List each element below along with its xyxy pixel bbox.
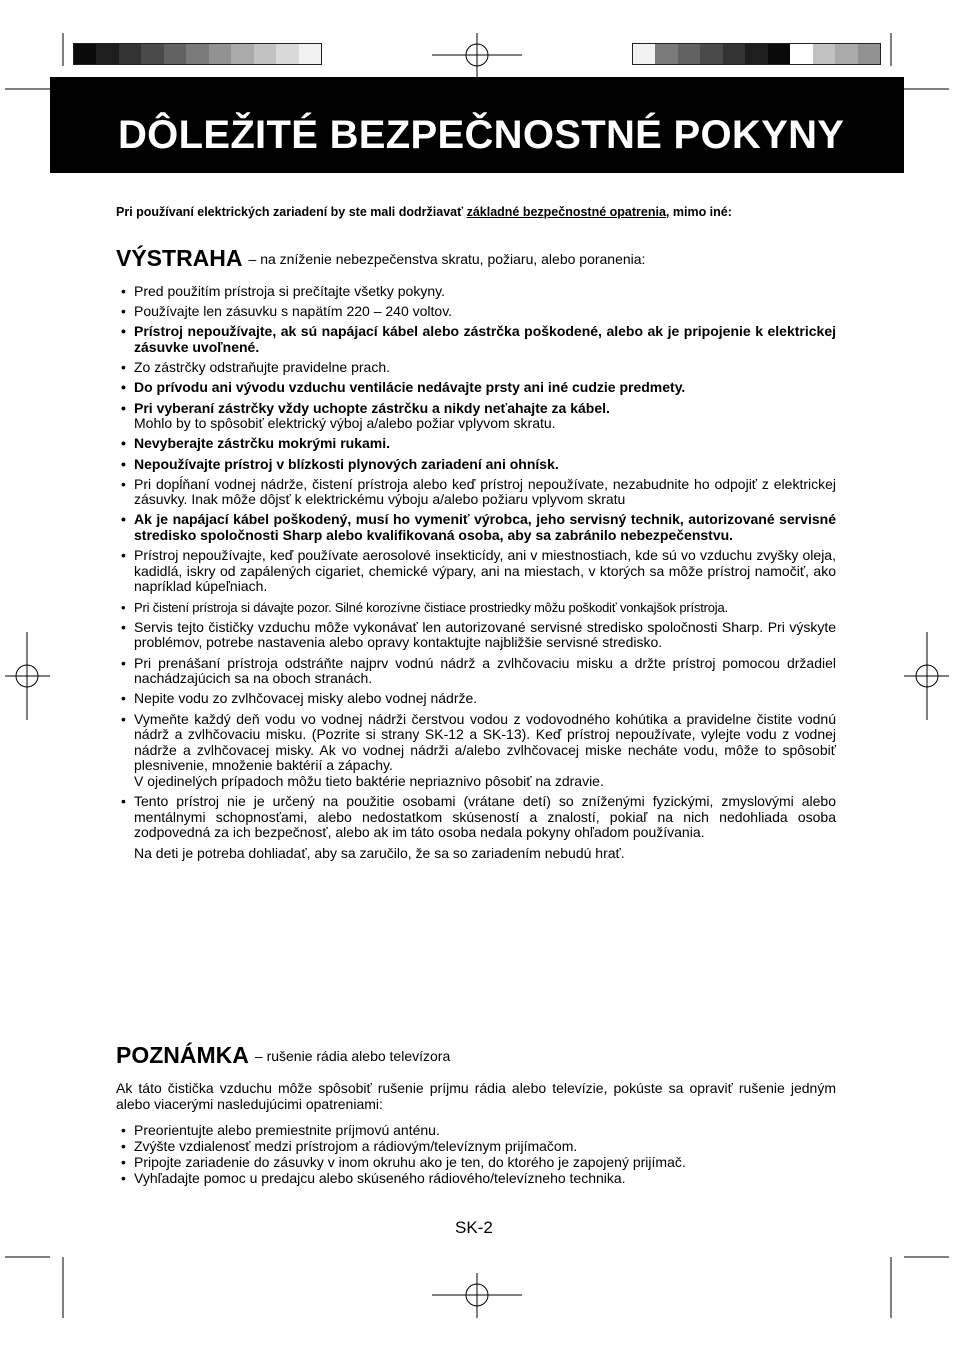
color-swatch xyxy=(299,44,321,64)
intro-after: , mimo iné: xyxy=(665,205,732,219)
page-title: DÔLEŽITÉ BEZPEČNOSTNÉ POKYNY xyxy=(118,113,845,157)
color-swatch xyxy=(813,44,835,64)
color-swatch xyxy=(633,44,655,64)
color-swatch xyxy=(254,44,276,64)
intro-underlined: základné bezpečnostné opatrenia xyxy=(466,205,666,219)
note-heading-label: POZNÁMKA xyxy=(116,1042,249,1068)
list-item: • Vyhľadajte pomoc u predajcu alebo skúseného rádiového/televízneho technika. xyxy=(116,1171,836,1187)
list-item: • Zo zástrčky odstraňujte pravidelne prach. xyxy=(116,360,836,376)
color-swatch xyxy=(164,44,186,64)
list-item: • Používajte len zásuvku s napätím 220 – 240 voltov. xyxy=(116,304,836,320)
list-item: • Zvýšte vzdialenosť medzi prístrojom a rádiovým/televíznym prijímačom. xyxy=(116,1139,836,1155)
color-swatch xyxy=(141,44,163,64)
list-item: • Do prívodu ani vývodu vzduchu ventilácie nedávajte prsty ani iné cudzie predmety. xyxy=(116,380,836,396)
list-item: • Pred použitím prístroja si prečítajte všetky pokyny. xyxy=(116,284,836,300)
list-item: • Ak je napájací kábel poškodený, musí ho vymeniť výrobca, jeho servisný technik, autorizované servisné stredisko spoločnosti Sharp alebo kvalifikovaná osoba, aby sa zabránilo nebezpečenstvu. xyxy=(116,512,836,543)
color-swatch xyxy=(655,44,677,64)
list-item: Na deti je potreba dohliadať, aby sa zaručilo, že sa so zariadením nebudú hrať. xyxy=(134,844,625,861)
list-item-text: Vymeňte každý deň vodu vo vodnej nádrži čerstvou vodou z vodovodného kohútika a pravidelne čistite vodnú nádrž a zvlhčovaciu misku. (Pozrite si strany SK-12 a SK-13). Keď prístroj nepoužívate, vylejte vodu z vodnej nádrže a zvlhčovacej misky. Ak vo vodnej nádrži a/alebo zvlhčovacej miske necháte vodu, môže to spôsobiť plesnivenie, množenie baktérií a zápachy. xyxy=(134,710,836,774)
color-swatch xyxy=(96,44,118,64)
list-item: • Servis tejto čističky vzduchu môže vykonávať len autorizované servisné stredisko spoločnosti Sharp. Pri výskyte problémov, potrebe nastavenia alebo opravy kontaktujte najbližšie servisné stredisko. xyxy=(116,620,836,651)
list-item: • Pri prenášaní prístroja odstráňte najprv vodnú nádrž a zvlhčovaciu misku a držte prístroj pomocou držadiel nachádzajúcich sa na oboch stranách. xyxy=(116,656,836,687)
warning-list xyxy=(116,284,836,866)
color-swatch xyxy=(835,44,857,64)
list-item-text: Pri vyberaní zástrčky vždy uchopte zástrčku a nikdy neťahajte za kábel. xyxy=(134,399,610,416)
warning-subtitle: – na zníženie nebezpečenstva skratu, požiaru, alebo poranenia: xyxy=(248,251,646,267)
color-swatch xyxy=(119,44,141,64)
color-swatch xyxy=(858,44,880,64)
note-heading xyxy=(116,1041,836,1072)
color-calibration-strip-left xyxy=(73,43,322,65)
list-item xyxy=(116,401,836,432)
intro-text xyxy=(116,204,836,221)
note-subtitle: – rušenie rádia alebo televízora xyxy=(254,1048,451,1064)
color-swatch xyxy=(276,44,298,64)
color-swatch xyxy=(186,44,208,64)
color-swatch xyxy=(231,44,253,64)
page-number: SK-2 xyxy=(455,1218,493,1237)
color-calibration-strip-right xyxy=(632,43,881,65)
list-item: • Nevyberajte zástrčku mokrými rukami. xyxy=(116,436,836,452)
color-swatch xyxy=(790,44,812,64)
list-item: • Pripojte zariadenie do zásuvky v inom okruhu ako je ten, do ktorého je zapojený prijímač. xyxy=(116,1155,836,1171)
list-item: • Pri čistení prístroja si dávajte pozor. Silné korozívne čistiace prostriedky môžu poškodiť vonkajšok prístroja. xyxy=(116,600,836,616)
note-intro: Ak táto čistička vzduchu môže spôsobiť rušenie príjmu rádia alebo televízie, pokúste sa opraviť rušenie jedným alebo viacerými nasledujúcimi opatreniami: xyxy=(116,1080,836,1112)
color-swatch xyxy=(678,44,700,64)
list-item: • Nepoužívajte prístroj v blízkosti plynových zariadení ani ohnísk. xyxy=(116,457,836,473)
list-item: • Preorientujte alebo premiestnite príjmovú anténu. xyxy=(116,1123,836,1139)
color-swatch xyxy=(768,44,790,64)
list-item xyxy=(116,712,836,790)
color-swatch xyxy=(723,44,745,64)
color-swatch xyxy=(700,44,722,64)
list-item-extra: V ojedinelých prípadoch môžu tieto baktérie nepriaznivo pôsobiť na zdravie. xyxy=(134,772,604,789)
intro-before: Pri používaní elektrických zariadení by ste mali dodržiavať xyxy=(116,205,467,219)
list-item: • Prístroj nepoužívajte, ak sú napájací kábel alebo zástrčka poškodené, alebo ak je pripojenie k elektrickej zásuvke uvoľnené. xyxy=(116,324,836,355)
list-item: • Tento prístroj nie je určený na použitie osobami (vrátane detí) so zníženými fyzickými, zmyslovými alebo mentálnymi schopnosťami, alebo nedostatkom skúseností a znalostí, pokiaľ na nich nedohliada osoba zodpovedná za ich bezpečnosť, alebo ak im táto osoba nedala pokyny ohľadom používania. xyxy=(116,794,836,841)
color-swatch xyxy=(74,44,96,64)
list-item: • Prístroj nepoužívajte, keď používate aerosolové insekticídy, ani v miestnostiach, kde sú vo vzduchu zvyšky oleja, kadidlá, iskry od zapálených cigariet, chemické výpary, ani na miestach, v ktorých sa môže prístroj namočiť, ako napríklad kúpeľniach. xyxy=(116,548,836,595)
list-item-extra: Mohlo by to spôsobiť elektrický výboj a/alebo požiar vplyvom skratu. xyxy=(134,415,556,432)
title-banner xyxy=(50,77,904,173)
list-item: • Nepite vodu zo zvlhčovacej misky alebo vodnej nádrže. xyxy=(116,691,836,707)
note-list xyxy=(116,1123,836,1187)
color-swatch xyxy=(209,44,231,64)
list-item: • Pri dopĺňaní vodnej nádrže, čistení prístroja alebo keď prístroj nepoužívate, nezabudnite ho odpojiť z elektrickej zásuvky. Inak môže dôjsť k elektrickému výboju a/alebo požiaru vplyvom skratu xyxy=(116,477,836,508)
warning-heading xyxy=(116,244,836,275)
color-swatch xyxy=(745,44,767,64)
warning-heading-label: VÝSTRAHA xyxy=(116,245,243,271)
